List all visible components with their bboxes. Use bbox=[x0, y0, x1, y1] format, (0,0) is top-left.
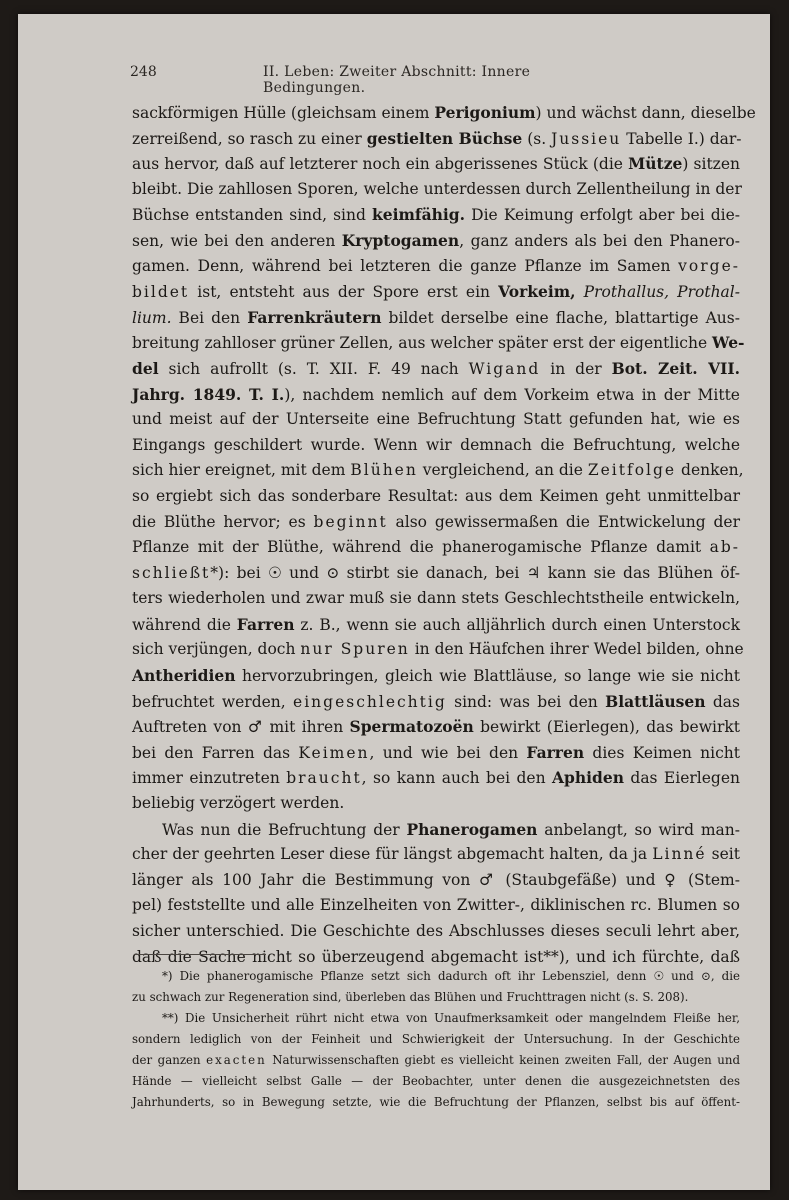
text-line: pel) feststellte und alle Einzelheiten von Zwitter-, diklinischen rc. Blumen so bbox=[132, 896, 740, 915]
paragraph-2 bbox=[132, 817, 740, 971]
text-line: sicher unterschied. Die Geschichte des Abschlusses dieses seculi lehrt aber, bbox=[132, 922, 740, 940]
text-line: sen, wie bei den anderen Kryptogamen, ganz anders als bei den Phanero- bbox=[132, 230, 740, 250]
text-line: zerreißend, so rasch zu einer gestielten Büchse (s. Jussieu Tabelle I.) dar- bbox=[132, 128, 742, 148]
text-line: Büchse entstanden sind, sind keimfähig. Die Keimung erfolgt aber bei die- bbox=[132, 205, 740, 225]
page-number: 248 bbox=[130, 64, 157, 80]
text-line: so ergiebt sich das sonderbare Resultat: aus dem Keimen geht unmittelbar bbox=[132, 486, 740, 505]
footnote-2-line: der ganzen exacten Naturwissenschaften giebt es vielleicht keinen zweiten Fall, der Augen und bbox=[132, 1053, 740, 1067]
footnotes bbox=[132, 966, 740, 1113]
text-line: Eingangs geschildert wurde. Wenn wir demnach die Befruchtung, welche bbox=[132, 435, 740, 454]
text-line: die Blüthe hervor; es beginnt also gewissermaßen die Entwickelung der bbox=[132, 512, 740, 531]
footnote-divider bbox=[134, 954, 266, 955]
text-line: daß die Sache nicht so überzeugend abgemacht ist**), und ich fürchte, daß bbox=[132, 947, 740, 966]
footnote-2-line: **) Die Unsicherheit rührt nicht etwa von Unaufmerksamkeit oder mangelndem Fleiße her, bbox=[162, 1011, 740, 1025]
main-text bbox=[132, 100, 756, 970]
text-line: während die Farren z. B., wenn sie auch alljährlich durch einen Unterstock bbox=[132, 614, 740, 634]
text-line: bleibt. Die zahllosen Sporen, welche unterdessen durch Zellentheilung in der bbox=[132, 179, 742, 198]
text-line: Jahrg. 1849. T. I.), nachdem nemlich auf dem Vorkeim etwa in der Mitte bbox=[132, 384, 740, 404]
footnote-2-line: Jahrhunderts, so in Bewegung setzte, wie die Befruchtung der Pflanzen, selbst bis auf öffent- bbox=[132, 1095, 740, 1109]
footnote-1-line: zu schwach zur Regeneration sind, überleben das Blühen und Fruchttragen nicht (s. S. 208). bbox=[132, 990, 689, 1004]
text-line: sich hier ereignet, mit dem Blühen vergleichend, an die Zeitfolge denken, bbox=[132, 461, 744, 480]
text-line: cher der geehrten Leser diese für längst abgemacht halten, da ja Linné seit bbox=[132, 845, 740, 864]
text-line: aus hervor, daß auf letzterer noch ein abgerissenes Stück (die Mütze) sitzen bbox=[132, 154, 741, 174]
text-line: del sich aufrollt (s. T. XII. F. 49 nach Wigand in der Bot. Zeit. VII. bbox=[132, 358, 740, 378]
text-line: Antheridien hervorzubringen, gleich wie Blattläuse, so lange wie sie nicht bbox=[132, 666, 740, 686]
text-line: ters wiederholen und zwar muß sie dann stets Geschlechtstheile entwickeln, bbox=[132, 589, 740, 608]
text-line: länger als 100 Jahr die Bestimmung von ♂ (Staubgefäße) und ♀ (Stem- bbox=[132, 870, 740, 889]
text-line: bildet ist, entsteht aus der Spore erst ein Vorkeim, Prothallus, Prothal- bbox=[132, 282, 740, 302]
text-line: schließt*): bei ☉ und ⊙ stirbt sie danach, bei ♃ kann sie das Blühen öf- bbox=[132, 563, 740, 582]
paragraph-1 bbox=[132, 100, 756, 817]
text-line: beliebig verzögert werden. bbox=[132, 794, 345, 813]
text-line: sackförmigen Hülle (gleichsam einem Perigonium) und wächst dann, dieselbe bbox=[132, 103, 756, 122]
running-title: II. Leben: Zweiter Abschnitt: Innere Bedingungen. bbox=[263, 64, 531, 96]
footnote-1-line: *) Die phanerogamische Pflanze setzt sich dadurch oft ihr Lebensziel, denn ☉ und ⊙, die bbox=[162, 969, 740, 983]
footnote-2-line: Hände — vielleicht selbst Galle — der Beobachter, unter denen die ausgezeichnetsten des bbox=[132, 1074, 740, 1088]
text-line: Pflanze mit der Blüthe, während die phanerogamische Pflanze damit ab- bbox=[132, 538, 740, 557]
text-line: bei den Farren das Keimen, und wie bei den Farren dies Keimen nicht bbox=[132, 742, 740, 762]
text-line: befruchtet werden, eingeschlechtig sind: was bei den Blattläusen das bbox=[132, 691, 740, 711]
page-header bbox=[130, 64, 620, 96]
text-line: immer einzutreten braucht, so kann auch bei den Aphiden das Eierlegen bbox=[132, 768, 740, 788]
text-line: Auftreten von ♂ mit ihren Spermatozoën bewirkt (Eierlegen), das bewirkt bbox=[132, 717, 740, 737]
text-line: gamen. Denn, während bei letzteren die ganze Pflanze im Samen vorge- bbox=[132, 256, 740, 275]
text-line: sich verjüngen, doch nur Spuren in den Häufchen ihrer Wedel bilden, ohne bbox=[132, 640, 744, 659]
text-line: breitung zahlloser grüner Zellen, aus welcher später erst der eigentliche We- bbox=[132, 333, 745, 353]
book-page bbox=[18, 14, 770, 1190]
text-line: lium. Bei den Farrenkräutern bildet derselbe eine flache, blattartige Aus- bbox=[132, 307, 740, 327]
text-line: und meist auf der Unterseite eine Befruchtung Statt gefunden hat, wie es bbox=[132, 410, 740, 429]
text-line: Was nun die Befruchtung der Phanerogamen anbelangt, so wird man- bbox=[162, 819, 740, 839]
footnote-2-line: sondern lediglich von der Feinheit und Schwierigkeit der Untersuchung. In der Geschichte bbox=[132, 1032, 740, 1046]
